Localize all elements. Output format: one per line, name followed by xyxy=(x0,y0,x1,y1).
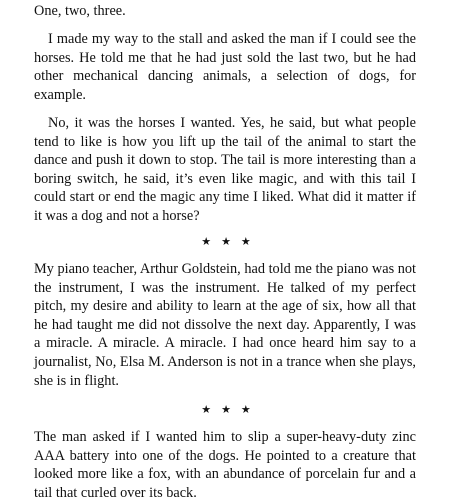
section-break-1: ★★★ xyxy=(201,236,261,248)
paragraph-battery: The man asked if I wanted him to slip a super-heavy-duty zinc AAA battery into one of the dogs. He pointed to a creature that looked more like a fox, with an abundance of porcelain fur and a tail that curled over its back. xyxy=(34,429,416,501)
paragraph-piano-teacher: My piano teacher, Arthur Goldstein, had told me the piano was not the instrument, I was the instrument. He talked of my perfect pitch, my desire and ability to learn at the age of six, how all that he had taught me did not dissolve the next day. Apparently, I was a miracle. A miracle. A miracle. I had once heard him say to a journalist, No, Elsa M. Anderson is not in a trance when she plays, she is in flight. xyxy=(34,261,416,389)
paragraph-opening: One, two, three. xyxy=(34,3,126,19)
section-break-2: ★★★ xyxy=(201,404,261,416)
paragraph-stall: I made my way to the stall and asked the man if I could see the horses. He told me that he had just sold the last two, but he had other mechanical dancing animals, a selection of dogs, for example. xyxy=(34,31,416,103)
paragraph-horses: No, it was the horses I wanted. Yes, he said, but what people tend to like is how you lift up the tail of the animal to start the dance and push it down to stop. The tail is more interesting than a boring switch, he said, it’s even like magic, and with this tail I could start or end the magic any time I liked. What did it matter if it was a dog and not a horse? xyxy=(34,115,416,224)
